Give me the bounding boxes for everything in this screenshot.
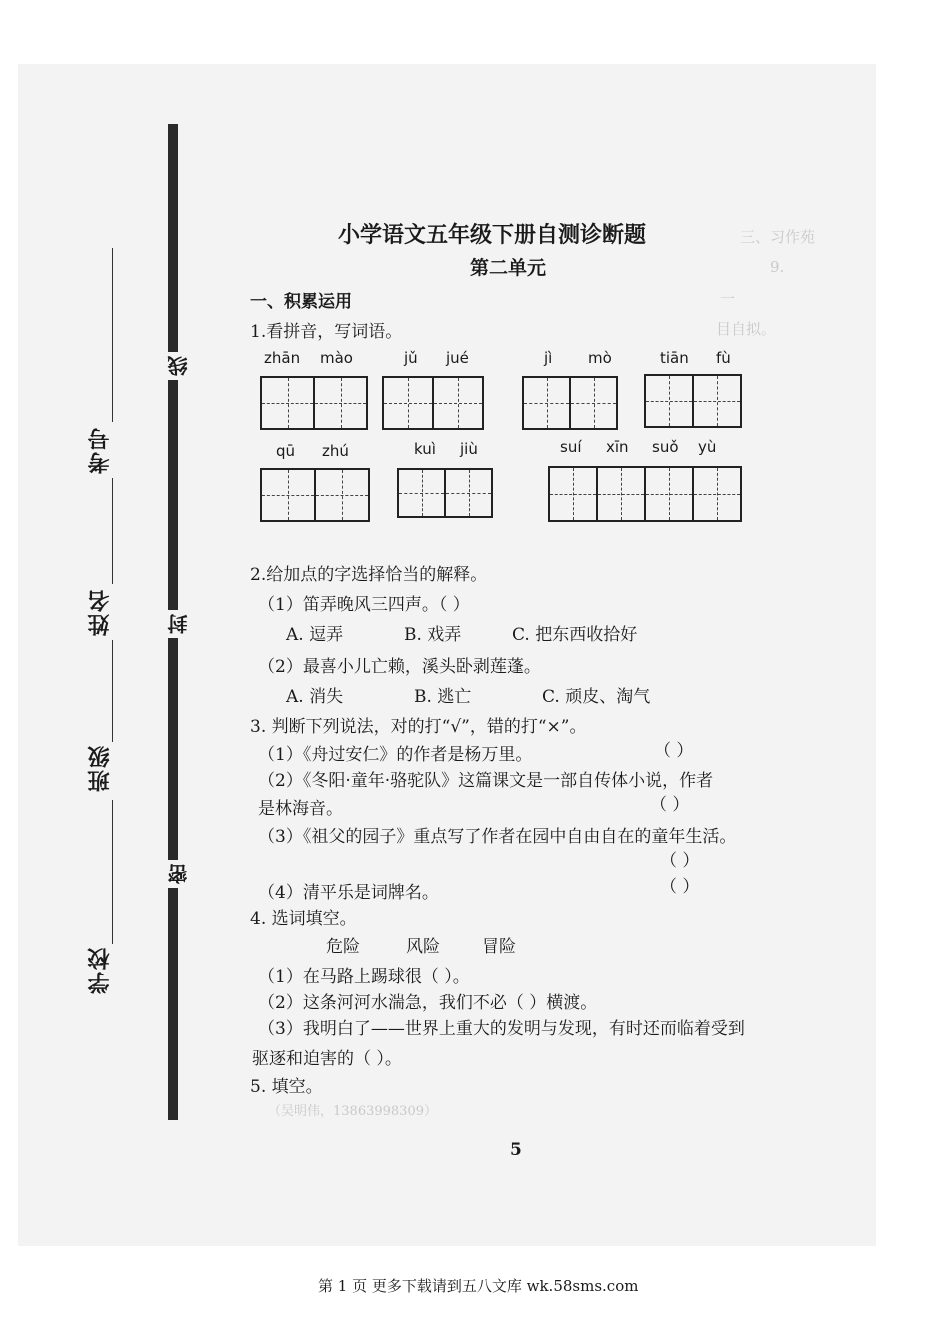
label-kaohao: 考号 bbox=[87, 426, 113, 474]
writing-box[interactable] bbox=[548, 466, 742, 522]
word-option: 冒险 bbox=[482, 937, 516, 957]
answer-paren[interactable]: （ ） bbox=[650, 795, 690, 815]
kaohao-line bbox=[112, 248, 113, 422]
pinyin: yù bbox=[698, 438, 717, 456]
pinyin: jì bbox=[544, 349, 553, 367]
pinyin: tiān bbox=[660, 349, 689, 367]
pinyin: zhú bbox=[322, 442, 349, 460]
pinyin: fù bbox=[716, 349, 731, 367]
binding-mark-feng: 封 bbox=[164, 610, 193, 638]
writing-box[interactable] bbox=[382, 376, 484, 430]
pinyin: jǔ bbox=[404, 349, 418, 367]
banji-line bbox=[112, 640, 113, 742]
question-3-1: （1）《舟过安仁》的作者是杨万里。 bbox=[258, 745, 533, 765]
page-title: 小学语文五年级下册自测诊断题 bbox=[338, 222, 647, 248]
word-option: 风险 bbox=[406, 937, 440, 957]
section-heading: 一、积累运用 bbox=[250, 292, 352, 312]
binding-mark-mi: 密 bbox=[164, 860, 193, 888]
writing-box[interactable] bbox=[522, 376, 618, 430]
pinyin: jué bbox=[446, 349, 469, 367]
label-xuexiao: 学校 bbox=[87, 946, 113, 994]
writing-box[interactable] bbox=[260, 468, 370, 522]
option-a: A. 消失 bbox=[286, 687, 344, 707]
xingming-line bbox=[112, 478, 113, 584]
option-b: B. 逃亡 bbox=[414, 687, 472, 707]
ghost-text: 一 bbox=[720, 290, 736, 308]
pinyin: suí bbox=[560, 438, 582, 456]
question-3-2: （2）《冬阳·童年·骆驼队》这篇课文是一部自传体小说，作者 bbox=[258, 771, 714, 791]
question-4-prompt: 4. 选词填空。 bbox=[250, 909, 357, 929]
option-c: C. 把东西收拾好 bbox=[512, 625, 638, 645]
question-4-1: （1）在马路上踢球很（ ）。 bbox=[258, 967, 470, 987]
option-a: A. 逗弄 bbox=[286, 625, 344, 645]
ghost-text: 9. bbox=[770, 258, 785, 276]
question-3-2-cont: 是林海音。 bbox=[258, 799, 343, 819]
question-3-3: （3）《祖父的园子》重点写了作者在园中自由自在的童年生活。 bbox=[258, 827, 737, 847]
word-option: 危险 bbox=[326, 937, 360, 957]
writing-box[interactable] bbox=[260, 376, 368, 430]
ghost-text: （吴明伟，13863998309） bbox=[268, 1104, 437, 1119]
writing-box[interactable] bbox=[397, 468, 493, 518]
question-3-4: （4）清平乐是词牌名。 bbox=[258, 883, 439, 903]
footer-text: 第 1 页 更多下载请到五八文库 wk.58sms.com bbox=[318, 1277, 639, 1295]
question-4-3: （3）我明白了——世界上重大的发明与发现，有时还而临着受到 bbox=[258, 1019, 745, 1039]
pinyin: mò bbox=[588, 349, 612, 367]
page-number: 5 bbox=[510, 1140, 522, 1160]
question-1-prompt: 1.看拼音，写词语。 bbox=[250, 322, 403, 342]
pinyin: zhān bbox=[264, 349, 301, 367]
xuexiao-line bbox=[112, 800, 113, 944]
option-c: C. 顽皮、淘气 bbox=[542, 687, 651, 707]
question-2-prompt: 2.给加点的字选择恰当的解释。 bbox=[250, 565, 488, 585]
pinyin: kuì bbox=[414, 440, 436, 458]
question-3-prompt: 3. 判断下列说法，对的打“√”，错的打“×”。 bbox=[250, 717, 587, 737]
pinyin: mào bbox=[320, 349, 353, 367]
question-2-1: （1）笛弄晚风三四声。（ ） bbox=[258, 595, 470, 615]
pinyin: xīn bbox=[606, 438, 629, 456]
binding-mark-xian: 线 bbox=[164, 352, 193, 380]
answer-paren[interactable]: （ ） bbox=[654, 741, 694, 761]
pinyin: suǒ bbox=[652, 438, 679, 456]
ghost-text: 三、习作苑 bbox=[740, 228, 816, 246]
ghost-text: 目自拟。 bbox=[716, 320, 777, 338]
unit-subtitle: 第二单元 bbox=[470, 257, 547, 279]
question-4-3-cont: 驱逐和迫害的（ ）。 bbox=[252, 1049, 402, 1069]
question-4-2: （2）这条河河水湍急，我们不必（ ）横渡。 bbox=[258, 993, 598, 1013]
question-5-prompt: 5. 填空。 bbox=[250, 1077, 323, 1097]
writing-box[interactable] bbox=[644, 374, 742, 428]
answer-paren[interactable]: （ ） bbox=[660, 877, 700, 897]
option-b: B. 戏弄 bbox=[404, 625, 462, 645]
pinyin: jiù bbox=[460, 440, 478, 458]
pinyin: qū bbox=[276, 442, 296, 460]
question-2-2: （2）最喜小儿亡赖，溪头卧剥莲蓬。 bbox=[258, 657, 541, 677]
label-xingming: 姓名 bbox=[87, 588, 113, 636]
label-banji: 班级 bbox=[87, 744, 113, 792]
answer-paren[interactable]: （ ） bbox=[660, 851, 700, 871]
